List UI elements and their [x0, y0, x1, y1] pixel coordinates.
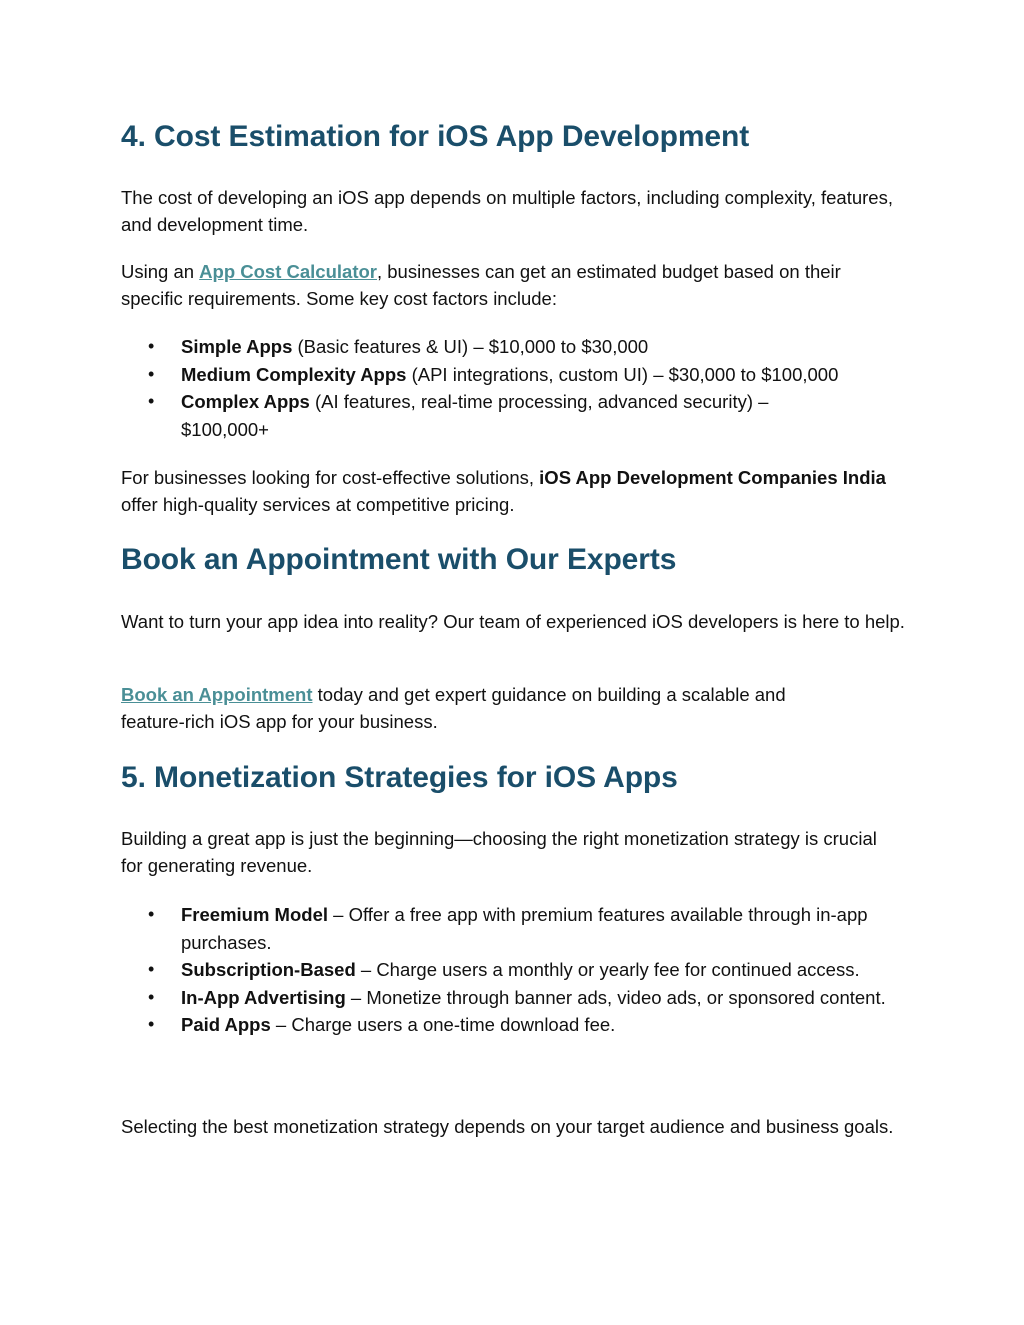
item-bold: Freemium Model: [181, 904, 328, 925]
item-bold: Medium Complexity Apps: [181, 363, 407, 385]
item-bold: Simple Apps: [181, 336, 293, 357]
list-item: [121, 388, 821, 443]
bullet-icon: •: [148, 904, 155, 924]
bullet-icon: •: [148, 1014, 155, 1034]
closing-suffix: offer high-quality services at competitive pricing.: [121, 494, 515, 515]
item-text: (Basic features & UI) – $10,000 to $30,000: [292, 336, 649, 357]
section-5-intro: Building a great app is just the beginning—choosing the right monetization strategy is crucial for generating revenue.: [121, 828, 877, 876]
item-bold: Paid Apps: [181, 1014, 271, 1035]
monetization-list: [121, 901, 896, 1039]
item-text: – Offer a free app with premium features available through in-app purchases.: [181, 904, 868, 953]
bullet-icon: •: [148, 336, 155, 356]
section-4-heading: 4. Cost Estimation for iOS App Development: [121, 120, 750, 153]
app-cost-calculator-link[interactable]: App Cost Calculator: [199, 261, 377, 282]
list-item: [121, 984, 931, 1012]
item-bold: Subscription-Based: [181, 959, 356, 980]
section-4-calculator-paragraph: [121, 258, 906, 312]
item-text: – Charge users a monthly or yearly fee for continued access.: [355, 959, 860, 980]
bullet-icon: •: [148, 363, 155, 384]
item-text: (AI features, real-time processing, advanced security) – $100,000+: [181, 391, 769, 440]
section-4-closing: [121, 464, 906, 518]
section-5-closing: Selecting the best monetization strategy depends on your target audience and business goals.: [121, 1116, 894, 1137]
section-5-heading: 5. Monetization Strategies for iOS Apps: [121, 761, 678, 794]
section-4-intro: The cost of developing an iOS app depends on multiple factors, including complexity, features, and development time.: [121, 187, 893, 235]
book-appointment-link[interactable]: Book an Appointment: [121, 684, 313, 705]
closing-prefix: For businesses looking for cost-effective solutions,: [121, 467, 540, 488]
book-suffix: today and get expert guidance on building a scalable and feature-rich iOS app for your business.: [121, 684, 786, 732]
item-text: (API integrations, custom UI) – $30,000 to $100,000: [406, 363, 839, 385]
calc-suffix: , businesses can get an estimated budget based on their specific requirements. Some key cost factors include:: [121, 261, 841, 309]
cost-factors-list: [121, 333, 911, 443]
item-text: – Charge users a one-time download fee.: [270, 1014, 616, 1035]
bullet-icon: •: [148, 391, 155, 411]
list-item: [121, 901, 896, 956]
list-item: [121, 956, 881, 984]
bullet-icon: •: [148, 986, 155, 1007]
book-heading: Book an Appointment with Our Experts: [121, 543, 677, 576]
calc-prefix: Using an: [121, 261, 200, 282]
bullet-icon: •: [148, 959, 155, 979]
list-item: [121, 333, 911, 361]
book-paragraph: [121, 681, 851, 735]
closing-bold: iOS App Development Companies India: [539, 467, 886, 488]
list-item: [121, 1011, 896, 1039]
book-intro: Want to turn your app idea into reality? Our team of experienced iOS developers is here to help.: [121, 611, 905, 632]
item-text: – Monetize through banner ads, video ads, or sponsored content.: [345, 986, 886, 1008]
item-bold: In-App Advertising: [181, 986, 346, 1008]
item-bold: Complex Apps: [181, 391, 310, 412]
list-item: [121, 361, 911, 389]
